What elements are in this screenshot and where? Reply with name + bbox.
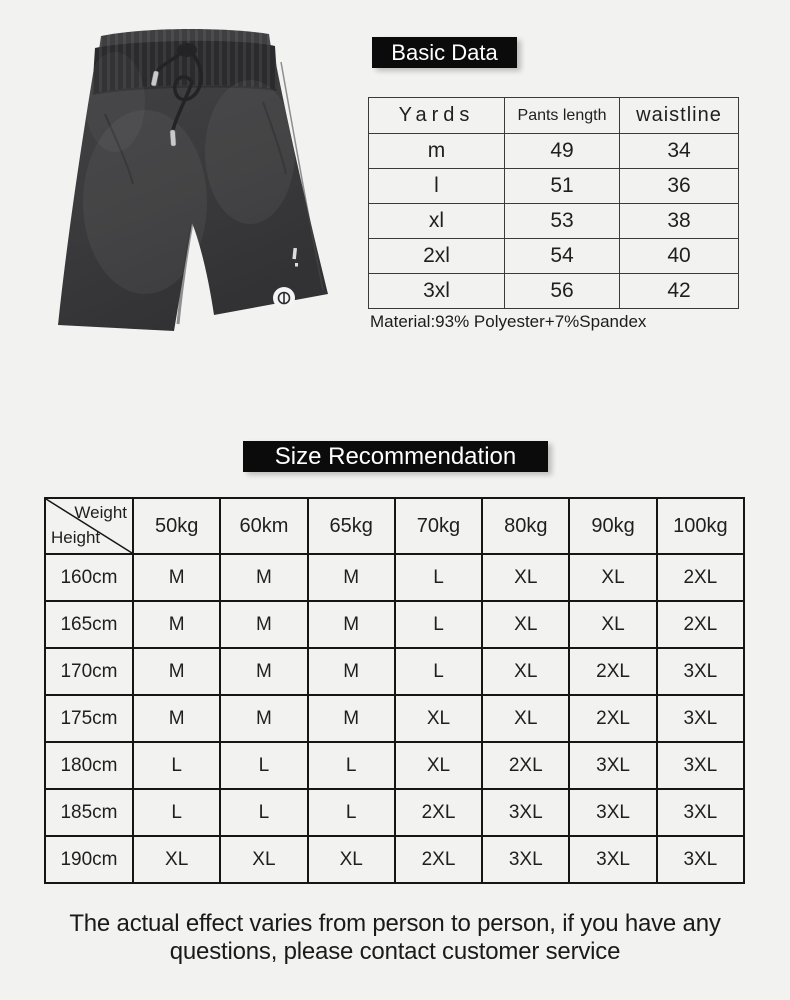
size-cell: 2XL: [657, 601, 744, 648]
yards-value: l: [369, 169, 505, 204]
size-row-160cm: [45, 554, 744, 601]
weight-header: 50kg: [133, 498, 220, 554]
size-cell: M: [308, 648, 395, 695]
material-note: Material:93% Polyester+7%Spandex: [370, 312, 647, 331]
basic-row-xl: [369, 204, 739, 239]
size-cell: 3XL: [569, 836, 656, 883]
size-row-170cm: [45, 648, 744, 695]
size-cell: 2XL: [482, 742, 569, 789]
size-cell: XL: [482, 695, 569, 742]
header-yards: Yards: [369, 98, 505, 134]
size-cell: 2XL: [569, 648, 656, 695]
size-cell: 3XL: [569, 742, 656, 789]
yards-value: xl: [369, 204, 505, 239]
waistline-value: 36: [620, 169, 739, 204]
size-cell: 3XL: [482, 836, 569, 883]
height-label: 180cm: [45, 742, 133, 789]
size-cell: M: [220, 554, 307, 601]
waistline-value: 42: [620, 274, 739, 309]
height-label: 170cm: [45, 648, 133, 695]
corner-header-cell: [45, 498, 133, 554]
size-row-165cm: [45, 601, 744, 648]
yards-value: 2xl: [369, 239, 505, 274]
size-cell: XL: [482, 648, 569, 695]
waistline-value: 38: [620, 204, 739, 239]
basic-data-title: Basic Data: [372, 37, 517, 68]
size-cell: M: [133, 695, 220, 742]
size-cell: 2XL: [657, 554, 744, 601]
pants-length-value: 53: [505, 204, 620, 239]
basic-row-l: [369, 169, 739, 204]
yards-value: m: [369, 134, 505, 169]
size-cell: XL: [569, 554, 656, 601]
size-cell: L: [220, 789, 307, 836]
size-cell: 3XL: [657, 836, 744, 883]
basic-header-row: [369, 98, 739, 134]
product-photo-shorts: [35, 2, 335, 347]
pants-length-value: 51: [505, 169, 620, 204]
basic-row-3xl: [369, 274, 739, 309]
weight-header: 65kg: [308, 498, 395, 554]
size-cell: 2XL: [395, 836, 482, 883]
size-cell: M: [133, 648, 220, 695]
size-cell: 3XL: [482, 789, 569, 836]
weight-header: 60km: [220, 498, 307, 554]
pants-length-value: 54: [505, 239, 620, 274]
size-cell: XL: [133, 836, 220, 883]
size-cell: XL: [482, 554, 569, 601]
size-row-180cm: [45, 742, 744, 789]
size-header-row: [45, 498, 744, 554]
size-cell: M: [220, 601, 307, 648]
size-cell: 3XL: [657, 789, 744, 836]
yards-value: 3xl: [369, 274, 505, 309]
size-cell: L: [133, 789, 220, 836]
weight-header: 80kg: [482, 498, 569, 554]
size-cell: M: [308, 601, 395, 648]
size-cell: 3XL: [569, 789, 656, 836]
size-cell: M: [308, 554, 395, 601]
waistline-value: 40: [620, 239, 739, 274]
size-cell: L: [308, 742, 395, 789]
size-cell: XL: [569, 601, 656, 648]
size-cell: 3XL: [657, 648, 744, 695]
size-cell: L: [308, 789, 395, 836]
size-cell: 2XL: [569, 695, 656, 742]
size-cell: L: [395, 601, 482, 648]
basic-data-table: [368, 97, 739, 309]
size-cell: L: [395, 554, 482, 601]
waistline-value: 34: [620, 134, 739, 169]
weight-header: 70kg: [395, 498, 482, 554]
size-cell: 3XL: [657, 695, 744, 742]
basic-row-2xl: [369, 239, 739, 274]
corner-weight-label: Weight: [74, 503, 127, 522]
basic-row-m: [369, 134, 739, 169]
size-cell: XL: [220, 836, 307, 883]
weight-header: 100kg: [657, 498, 744, 554]
height-label: 175cm: [45, 695, 133, 742]
size-recommendation-table: [44, 497, 745, 884]
size-cell: M: [133, 601, 220, 648]
size-recommendation-title: Size Recommendation: [243, 441, 548, 472]
header-waistline: waistline: [620, 98, 739, 134]
size-cell: L: [395, 648, 482, 695]
size-cell: XL: [395, 695, 482, 742]
size-cell: M: [220, 695, 307, 742]
corner-height-label: Height: [51, 528, 101, 547]
size-row-175cm: [45, 695, 744, 742]
size-cell: XL: [308, 836, 395, 883]
size-cell: M: [308, 695, 395, 742]
size-cell: L: [133, 742, 220, 789]
weight-header: 90kg: [569, 498, 656, 554]
height-label: 165cm: [45, 601, 133, 648]
size-row-190cm: [45, 836, 744, 883]
disclaimer-line-1: The actual effect varies from person to person, if you have any: [69, 910, 721, 937]
size-cell: XL: [395, 742, 482, 789]
size-row-185cm: [45, 789, 744, 836]
size-cell: M: [133, 554, 220, 601]
disclaimer-text: [0, 910, 790, 966]
height-label: 190cm: [45, 836, 133, 883]
brand-badge-icon: [273, 287, 295, 309]
pants-length-value: 49: [505, 134, 620, 169]
size-cell: 3XL: [657, 742, 744, 789]
size-cell: M: [220, 648, 307, 695]
size-cell: XL: [482, 601, 569, 648]
height-label: 160cm: [45, 554, 133, 601]
disclaimer-line-2: questions, please contact customer service: [169, 938, 621, 965]
size-cell: 2XL: [395, 789, 482, 836]
pants-length-value: 56: [505, 274, 620, 309]
size-cell: L: [220, 742, 307, 789]
height-label: 185cm: [45, 789, 133, 836]
header-pants-length: Pants length: [505, 98, 620, 134]
